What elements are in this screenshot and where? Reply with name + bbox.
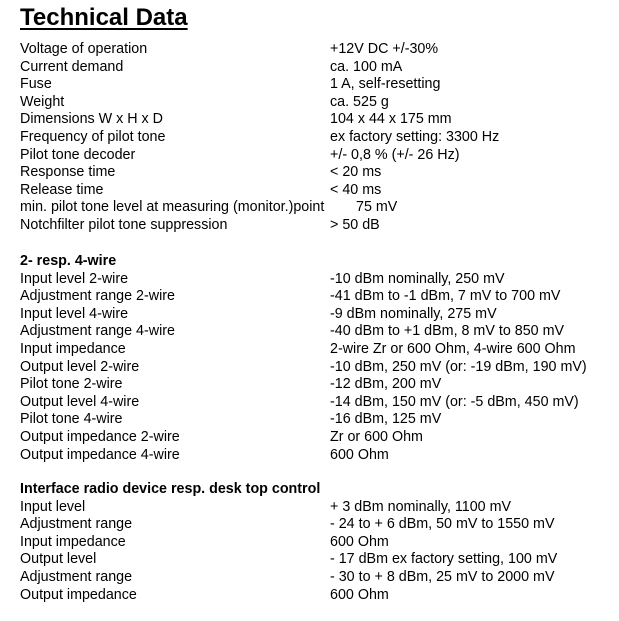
spec-row [20,164,610,182]
spec-row [20,359,610,377]
spec-label: Weight [20,93,65,110]
spec-row [20,429,610,447]
interface-specs [20,481,610,604]
spec-value: 600 Ohm [330,533,389,550]
spec-value: -16 dBm, 125 mV [330,411,442,428]
spec-row [20,288,610,306]
general-specs [20,41,610,235]
spec-value: -40 dBm to +1 dBm, 8 mV to 850 mV [330,323,565,340]
spec-value: > 50 dB [330,216,380,233]
spec-value: +12V DC +/-30% [330,41,439,57]
spec-row [20,394,610,412]
spec-row [20,94,610,112]
spec-value: ex factory setting: 3300 Hz [330,128,500,145]
spec-row [20,306,610,324]
spec-label: Adjustment range [20,516,133,533]
spec-value: 600 Ohm [330,586,389,603]
spec-row [20,534,610,552]
spec-label: Pilot tone 4-wire [20,411,123,428]
spec-row [20,376,610,394]
spec-label: Voltage of operation [20,41,148,57]
spec-value: 1 A, self-resetting [330,76,441,93]
spec-row [20,341,610,359]
spec-value: + 3 dBm nominally, 1100 mV [330,498,512,515]
spec-row [20,569,610,587]
spec-label: Input level 2-wire [20,270,129,287]
spec-value: 600 Ohm [330,446,389,463]
spec-label: Notchfilter pilot tone suppression [20,216,228,233]
spec-row [20,271,610,289]
spec-value: -10 dBm, 250 mV (or: -19 dBm, 190 mV) [330,358,587,375]
spec-label: min. pilot tone level at measuring (monitor.)point [20,199,325,216]
spec-label: Dimensions W x H x D [20,111,163,128]
section-heading: 2- resp. 4-wire [20,253,117,269]
spec-value: - 30 to + 8 dBm, 25 mV to 2000 mV [330,568,555,585]
spec-label: Fuse [20,76,52,93]
spec-row [20,217,610,235]
spec-row [20,551,610,569]
spec-row [20,111,610,129]
page-title: Technical Data [20,4,188,31]
spec-label: Input level [20,498,86,515]
spec-value: - 24 to + 6 dBm, 50 mV to 1550 mV [330,516,555,533]
spec-label: Output level [20,551,97,568]
spec-row [20,182,610,200]
spec-value: 104 x 44 x 175 mm [330,111,452,128]
spec-label: Current demand [20,58,124,75]
spec-label: Release time [20,181,104,198]
spec-label: Adjustment range 2-wire [20,288,175,305]
spec-label: Output level 4-wire [20,393,140,410]
spec-row [20,516,610,534]
spec-row [20,499,610,517]
spec-label: Response time [20,164,116,181]
spec-label: Output impedance [20,586,137,603]
spec-label: Input level 4-wire [20,305,129,322]
spec-value: -12 dBm, 200 mV [330,376,442,393]
spec-value: -9 dBm nominally, 275 mV [330,305,497,322]
spec-value: - 17 dBm ex factory setting, 100 mV [330,551,558,568]
spec-value: 75 mV [356,199,398,216]
spec-label: Pilot tone 2-wire [20,376,123,393]
spec-label: Pilot tone decoder [20,146,136,163]
spec-label: Adjustment range [20,568,133,585]
spec-value: -14 dBm, 150 mV (or: -5 dBm, 450 mV) [330,393,579,410]
spec-label: Output level 2-wire [20,358,140,375]
spec-label: Output impedance 2-wire [20,428,180,445]
spec-row [20,323,610,341]
spec-label: Input impedance [20,533,126,550]
wire-specs [20,253,610,464]
spec-row [20,199,610,217]
spec-row [20,129,610,147]
spec-value: ca. 525 g [330,93,389,110]
spec-row [20,587,610,605]
section-heading: Interface radio device resp. desk top control [20,481,321,497]
spec-value: Zr or 600 Ohm [330,428,423,445]
spec-label: Input impedance [20,340,126,357]
spec-row [20,411,610,429]
spec-row [20,147,610,165]
spec-row [20,41,610,59]
spec-value: +/- 0,8 % (+/- 26 Hz) [330,146,460,163]
spec-label: Frequency of pilot tone [20,128,166,145]
spec-value: -41 dBm to -1 dBm, 7 mV to 700 mV [330,288,561,305]
spec-value: < 20 ms [330,164,382,181]
spec-row [20,76,610,94]
spec-label: Adjustment range 4-wire [20,323,175,340]
spec-value: ca. 100 mA [330,58,403,75]
spec-row [20,59,610,77]
spec-row [20,447,610,465]
spec-label: Output impedance 4-wire [20,446,180,463]
spec-value: 2-wire Zr or 600 Ohm, 4-wire 600 Ohm [330,340,576,357]
spec-value: < 40 ms [330,181,382,198]
spec-value: -10 dBm nominally, 250 mV [330,270,505,287]
